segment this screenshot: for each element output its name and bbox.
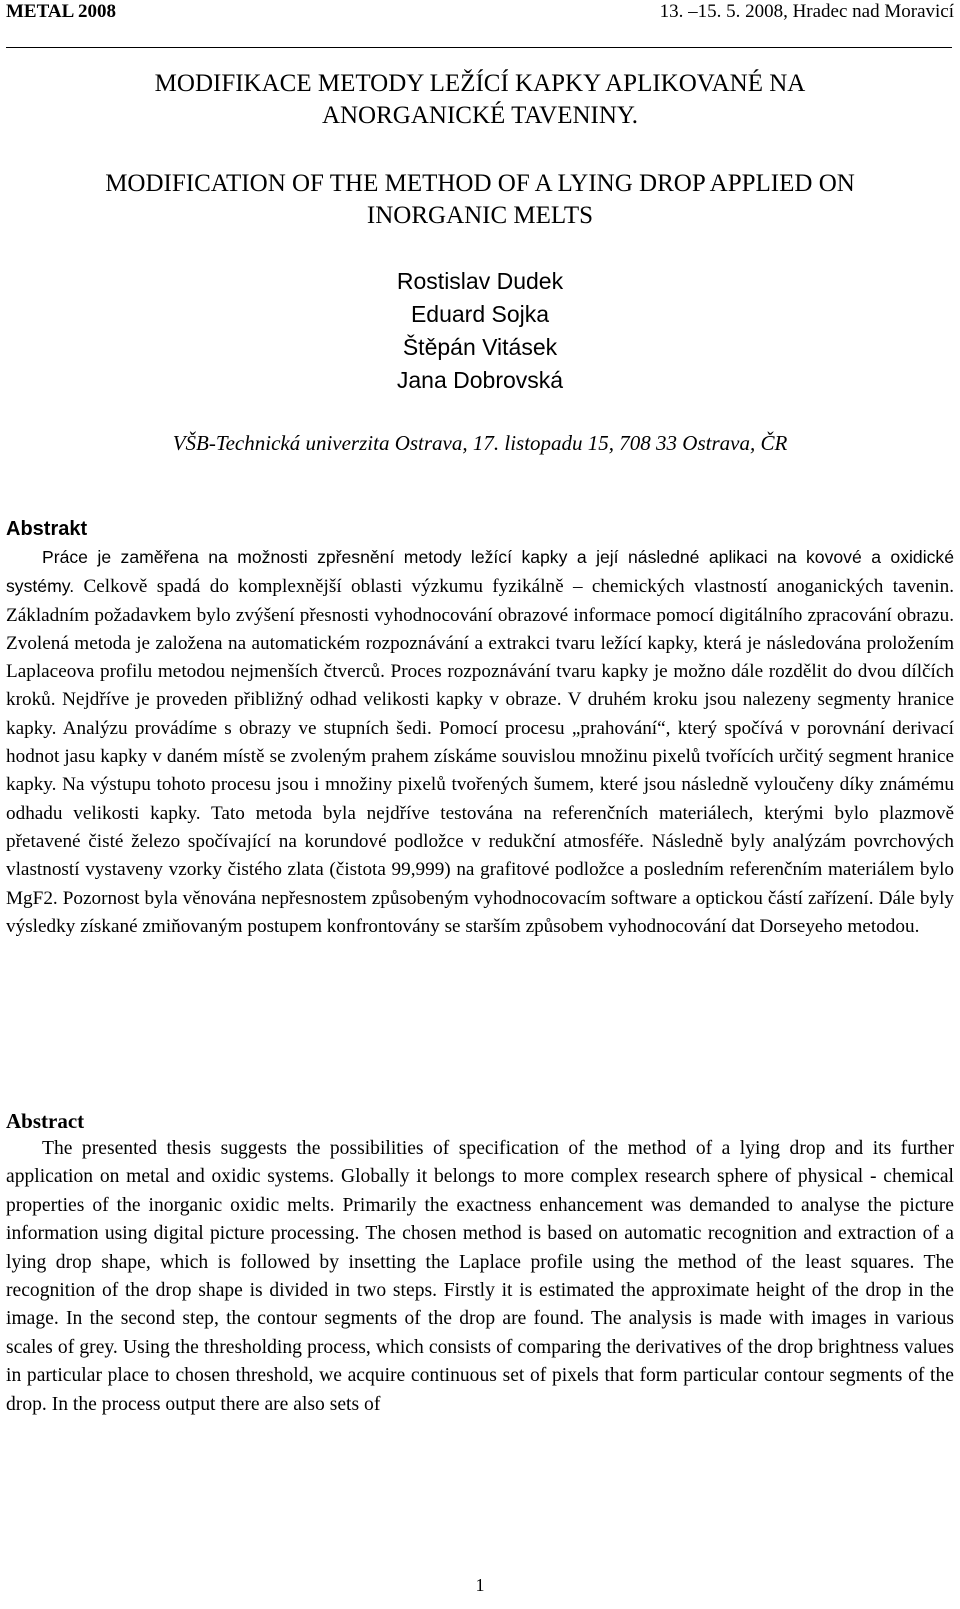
title-czech-line-2: ANORGANICKÉ TAVENINY.: [321, 102, 639, 129]
header-divider: [6, 47, 952, 48]
abstract-heading: Abstract: [6, 1109, 85, 1133]
abstract-paragraph: The presented thesis suggests the possibilities of specification of the method of a lying drop and its further application on metal and oxidic systems. Globally it belongs to more complex research sphere of physical - chemical properties of the inorganic oxidic melts. Primarily the exactness enhancement was demanded to analyse the picture information using digital picture processing. The chosen method is based on automatic recognition and extraction of a lying drop shape, which is followed by insetting the Laplace profile using the method of the least squares. The recognition of the drop shape is divided in two steps. Firstly it is estimated the approximate height of the drop in the image. In the second step, the contour segments of the drop are found. The analysis is made with images in various scales of grey. Using the thresholding process, which consists of comparing the derivatives of the drop brightness values in particular place to chosen threshold, we acquire continuous set of pixels that form particular contour segments of the drop. In the process output there are also sets of: [6, 1138, 954, 1415]
title-english: [0, 168, 960, 232]
abstrakt-paragraph: [6, 543, 954, 941]
author-name: Rostislav Dudek: [396, 268, 564, 294]
conference-name: METAL 2008: [6, 1, 116, 22]
page-number: 1: [475, 1575, 485, 1595]
conference-date-place: 13. –15. 5. 2008, Hradec nad Moravicí: [659, 1, 954, 22]
author-name: Štěpán Vitásek: [402, 334, 558, 360]
title-czech: [0, 68, 960, 132]
abstrakt-text-serif: Celkově spadá do komplexnější oblasti výzkumu fyzikálně – chemických vlastností anoganických tavenin. Základním požadavkem bylo zvýšení přesnosti vyhodnocování obrazové informace pomocí digitálního zpracování obrazu. Zvolená metoda je založena na automatickém rozpoznávání a extrakci tvaru ležící kapky, která je následována proložením Laplaceova profilu metodou nejmenších čtverců. Proces rozpoznávání tvaru kapky je možno dále rozdělit do dvou dílčích kroků. Nejdříve je proveden přibližný odhad velikosti kapky v obraze. V druhém kroku jsou nalezeny segmenty hranice kapky. Analýzu provádíme s obrazy ve stupních šedi. Pomocí procesu „prahování“, který spočívá v porovnání derivací hodnot jasu kapky v daném místě se zvoleným prahem získáme souvislou množinu pixelů tvořících určitý segment hranice kapky. Na výstupu tohoto procesu jsou i množiny pixelů tvořených šumem, které jsou následně vyloučeny díky známému odhadu velikosti kapky. Tato metoda byla nejdříve testována na referenčních materiálech, kterými bylo plazmově přetavené čisté železo spočívající na korundové podložce v redukční atmosféře. Následně byly analýzám povrchových vlastností vystaveny vzorky čistého zlata (čistota 99,999) na grafitové podložce a posledním referenčním materiálem bylo MgF2. Pozornost byla věnována nepřesnostem způsobeným vyhodnocovacím software a optickou částí zařízení. Dále byly výsledky získané zmiňovaným postupem konfrontovány se starším způsobem vyhodnocování dat Dorseyeho metodou.: [6, 576, 954, 937]
author-name: Jana Dobrovská: [396, 367, 564, 393]
title-english-line-2: INORGANIC MELTS: [366, 202, 594, 229]
abstrakt-heading: Abstrakt: [6, 518, 88, 540]
author-name: Eduard Sojka: [410, 301, 550, 327]
affiliation: VŠB-Technická univerzita Ostrava, 17. listopadu 15, 708 33 Ostrava, ČR: [172, 431, 788, 455]
running-header: [6, 0, 954, 26]
title-czech-line-1: MODIFIKACE METODY LEŽÍCÍ KAPKY APLIKOVANÉ NA: [154, 70, 806, 97]
title-english-line-1: MODIFICATION OF THE METHOD OF A LYING DROP APPLIED ON: [105, 170, 855, 197]
author-list: [0, 265, 960, 397]
abstrakt-text-sans: Práce je zaměřena na možnosti zpřesnění metody ležící kapky a její následné aplikaci na kovové a oxidické systémy.: [6, 547, 954, 597]
